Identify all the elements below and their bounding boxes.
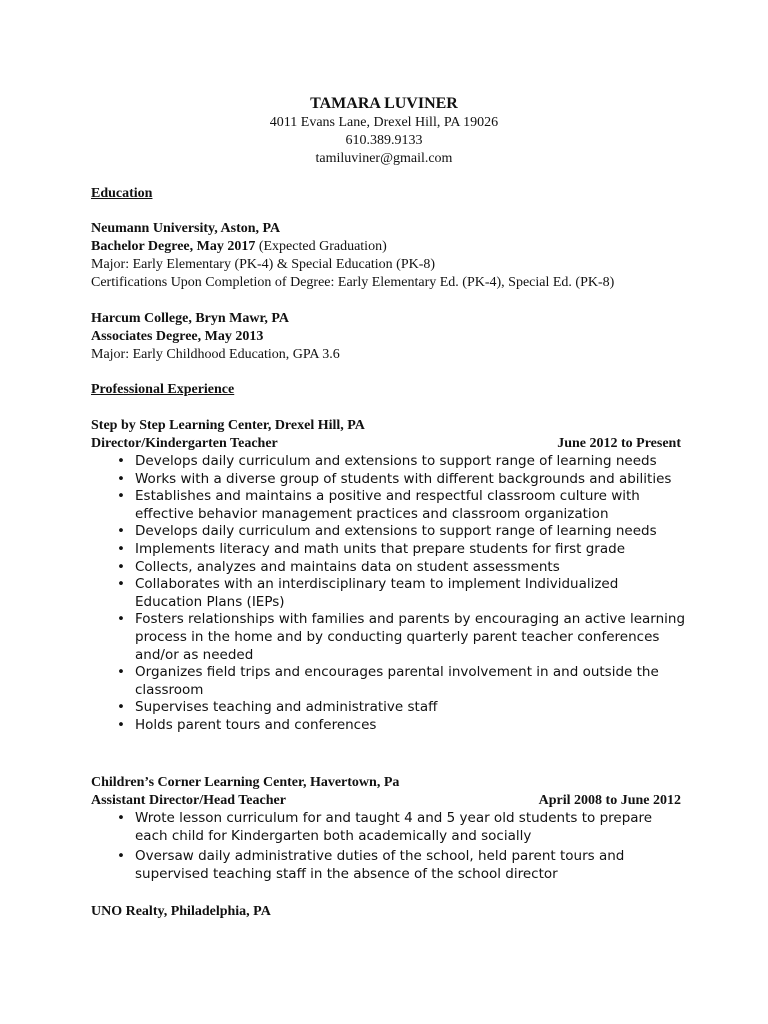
bullet-icon: • bbox=[117, 576, 125, 593]
contact-header bbox=[0, 94, 768, 168]
bullet-icon: • bbox=[117, 540, 125, 557]
bullet-icon: • bbox=[117, 488, 125, 505]
bullet-icon: • bbox=[117, 611, 125, 628]
list-item: • Develops daily curriculum and extensions to support range of learning needs bbox=[117, 453, 657, 469]
job-title: Assistant Director/Head Teacher bbox=[91, 793, 286, 808]
degree-line bbox=[91, 238, 681, 256]
experience-heading: Professional Experience bbox=[91, 382, 235, 397]
list-item: • Supervises teaching and administrative staff bbox=[117, 699, 438, 716]
bullet-icon: • bbox=[117, 716, 125, 733]
bullet-icon: • bbox=[117, 453, 125, 469]
list-item: • Holds parent tours and conferences bbox=[117, 716, 377, 733]
employer: Step by Step Learning Center, Drexel Hill, PA bbox=[91, 418, 365, 433]
list-item: • Develops daily curriculum and extensions to support range of learning needs bbox=[117, 523, 657, 540]
job-1-header bbox=[91, 417, 681, 453]
list-item: • Collaborates with an interdisciplinary team to implement Individualized Education Plans (IEPs) bbox=[117, 576, 619, 610]
education-heading-block bbox=[91, 185, 681, 203]
job-1-duties bbox=[117, 453, 687, 735]
list-item: • Collects, analyzes and maintains data on student assessments bbox=[117, 558, 560, 575]
job-2-header bbox=[91, 774, 681, 810]
education-heading: Education bbox=[91, 186, 153, 201]
role-row bbox=[91, 792, 681, 810]
job-dates: April 2008 to June 2012 bbox=[538, 793, 681, 808]
bullet-icon: • bbox=[117, 470, 125, 487]
list-item: • Works with a diverse group of students with different backgrounds and abilities bbox=[117, 470, 672, 487]
phone: 610.389.9133 bbox=[345, 133, 423, 148]
role-row bbox=[91, 435, 681, 453]
education-school-1 bbox=[91, 220, 681, 292]
degree-note: (Expected Graduation) bbox=[255, 239, 387, 254]
candidate-name: TAMARA LUVINER bbox=[310, 95, 458, 112]
major: Major: Early Elementary (PK-4) & Special Education (PK-8) bbox=[91, 257, 436, 272]
list-item: • Wrote lesson curriculum for and taught 4 and 5 year old students to prepare each child for Kindergarten both academically and socially bbox=[117, 810, 653, 844]
list-item: • Implements literacy and math units that prepare students for first grade bbox=[117, 540, 626, 557]
employer: UNO Realty, Philadelphia, PA bbox=[91, 904, 271, 919]
address: 4011 Evans Lane, Drexel Hill, PA 19026 bbox=[269, 115, 499, 130]
school-name: Harcum College, Bryn Mawr, PA bbox=[91, 311, 290, 326]
certifications: Certifications Upon Completion of Degree: Early Elementary Ed. (PK-4), Special Ed. (PK-8) bbox=[91, 275, 615, 290]
list-item: • Establishes and maintains a positive and respectful classroom culture with effective behavior management practices and classroom organization bbox=[117, 488, 640, 522]
email[interactable]: tamiluviner@gmail.com bbox=[315, 151, 453, 166]
bullet-icon: • bbox=[117, 523, 125, 540]
bullet-icon: • bbox=[117, 848, 125, 865]
bullet-icon: • bbox=[117, 810, 125, 826]
job-2-duties bbox=[117, 810, 687, 883]
bullet-icon: • bbox=[117, 558, 125, 575]
job-title: Director/Kindergarten Teacher bbox=[91, 436, 278, 451]
school-name: Neumann University, Aston, PA bbox=[91, 221, 281, 236]
list-item: • Fosters relationships with families and parents by encouraging an active learning process in the home and by conducting quarterly parent teacher conferences and/or as needed bbox=[117, 611, 686, 663]
degree: Bachelor Degree, May 2017 bbox=[91, 239, 256, 254]
major: Major: Early Childhood Education, GPA 3.6 bbox=[91, 347, 340, 362]
job-dates: June 2012 to Present bbox=[557, 436, 681, 451]
bullet-icon: • bbox=[117, 699, 125, 716]
list-item: • Organizes field trips and encourages parental involvement in and outside the classroom bbox=[117, 664, 659, 698]
bullet-icon: • bbox=[117, 664, 125, 681]
employer: Children’s Corner Learning Center, Havertown, Pa bbox=[91, 775, 400, 790]
job-3-header bbox=[91, 903, 681, 921]
list-item: • Oversaw daily administrative duties of the school, held parent tours and supervised teaching staff in the absence of the school director bbox=[117, 848, 625, 882]
degree: Associates Degree, May 2013 bbox=[91, 329, 264, 344]
education-school-2 bbox=[91, 310, 681, 364]
experience-heading-block bbox=[91, 381, 681, 399]
